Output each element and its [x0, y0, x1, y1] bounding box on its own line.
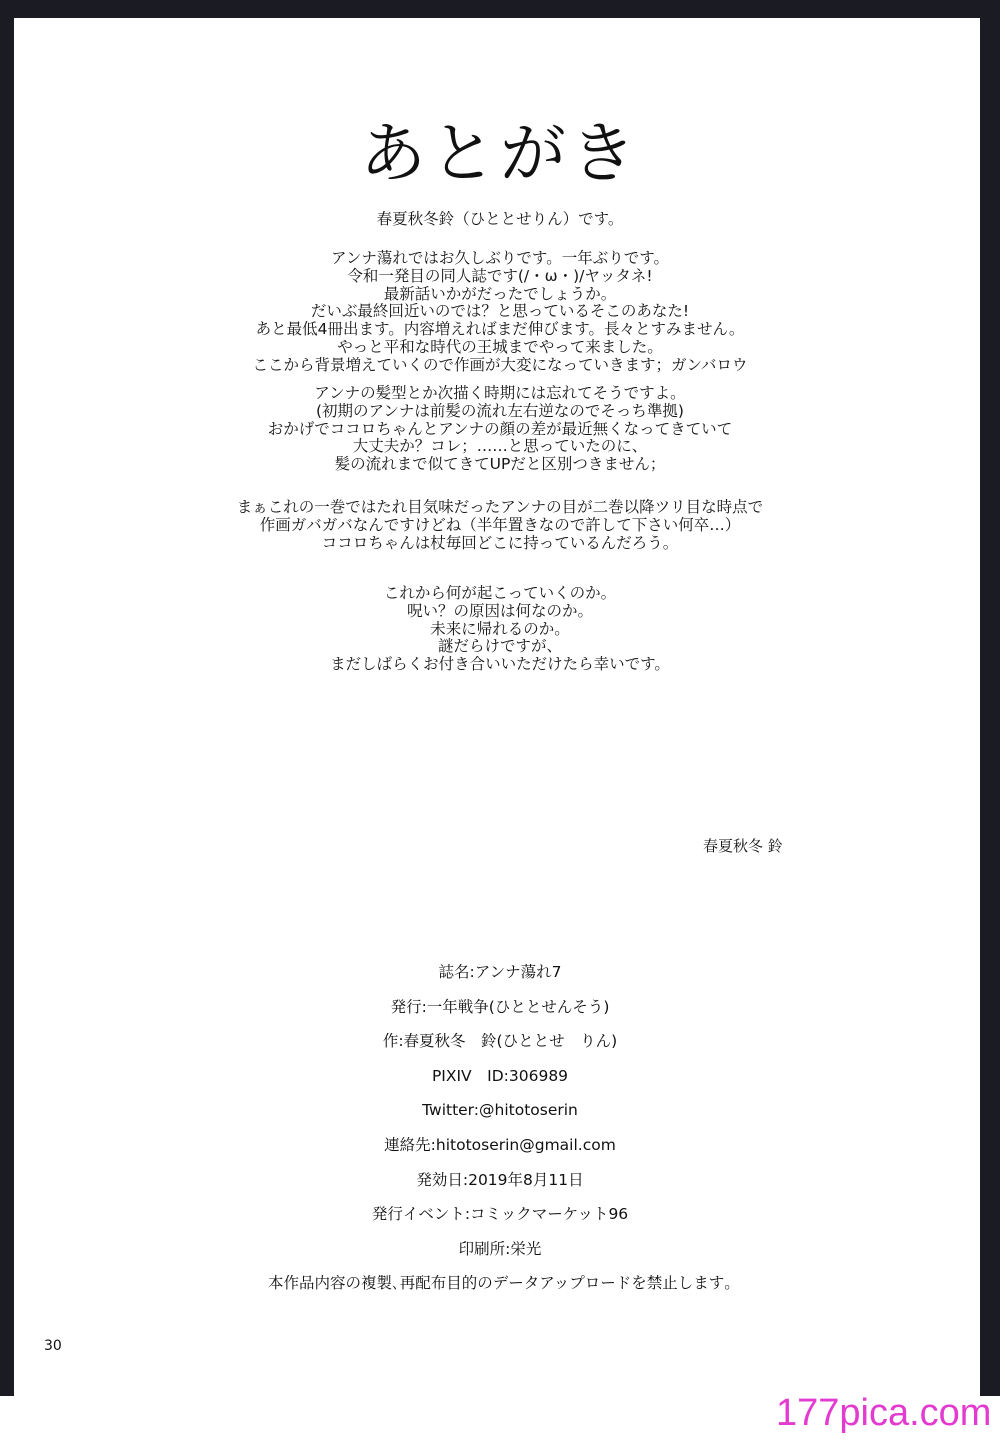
colophon-notice: 本作品内容の複製､再配布目的のデータアップロードを禁止します｡ [268, 1274, 732, 1293]
text-line: おかげでココロちゃんとアンナの顔の差が最近無くなってきていて [267, 419, 733, 438]
text-line: 未来に帰れるのか。 [430, 619, 570, 638]
text-line: まぁこれの一巻ではたれ目気味だったアンナの目が二巻以降ツリ目な時点で [236, 498, 764, 516]
colophon-twitter: Twitter:@hitotoserin [422, 1101, 578, 1120]
text-line: 大丈夫か？コレ；……と思っていたのに、 [352, 437, 648, 456]
intro-text [0, 211, 1000, 229]
colophon [0, 962, 1000, 1308]
text-line: 呪い？の原因は何なのか。 [406, 601, 593, 620]
paragraph-1 [0, 250, 1000, 375]
paragraph-2 [0, 385, 1000, 474]
colophon-date: 発効日:2019年8月11日 [416, 1170, 584, 1189]
text-line: ココロちゃんは杖毎回どこに持っているんだろう。 [321, 533, 679, 552]
intro-line: 春夏秋冬鈴（ひととせりん）です。 [376, 210, 624, 228]
text-line: 謎だらけですが、 [437, 637, 562, 656]
text-line: あと最低4冊出ます。内容増えればまだ伸びます。長々とすみません。 [255, 320, 745, 339]
colophon-pixiv: PIXIV ID:306989 [431, 1066, 569, 1085]
text-line: 作画ガバガバなんですけどね（半年置きなので許して下さい何卒…） [259, 515, 741, 534]
text-line: まだしばらくお付き合いいただけたら幸いです。 [330, 655, 670, 674]
text-line: (初期のアンナは前髪の流れ左右逆なのでそっち準拠) [316, 401, 684, 420]
site-watermark: 177pica.com [776, 1392, 992, 1434]
author-signature: 春夏秋冬 鈴 [703, 837, 783, 855]
text-line: ここから背景増えていくので作画が大変になっていきます；ガンバロウ [252, 355, 748, 374]
colophon-publisher: 発行:一年戦争(ひととせんそう) [390, 997, 610, 1016]
paragraph-3 [0, 499, 1000, 552]
colophon-title: 誌名:アンナ蕩れ7 [438, 963, 562, 981]
colophon-author: 作:春夏秋冬 鈴(ひととせ りん) [382, 1032, 618, 1051]
paragraph-4 [0, 585, 1000, 674]
colophon-printer: 印刷所:栄光 [458, 1239, 542, 1258]
text-line: これから何が起こっていくのか。 [383, 584, 617, 602]
page-title: あとがき [360, 115, 640, 192]
colophon-event: 発行イベント:コミックマーケット96 [371, 1205, 629, 1224]
text-line: やっと平和な時代の王城までやって来ました。 [337, 337, 663, 356]
text-line: 最新話いかがだったでしょうか。 [383, 284, 617, 303]
text-line: だいぶ最終回近いのでは？と思っているそこのあなた! [310, 302, 690, 321]
page-number: 30 [44, 1338, 62, 1354]
text-line: 髪の流れまで似てきてUPだと区別つきません； [334, 455, 666, 474]
text-line: アンナ蕩れではお久しぶりです。一年ぶりです。 [331, 249, 669, 267]
text-line: アンナの髪型とか次描く時期には忘れてそうですよ。 [314, 384, 686, 402]
text-line: 令和一発目の同人誌です(/・ω・)/ヤッタネ! [347, 266, 653, 285]
colophon-contact: 連絡先:hitotoserin@gmail.com [384, 1135, 616, 1154]
